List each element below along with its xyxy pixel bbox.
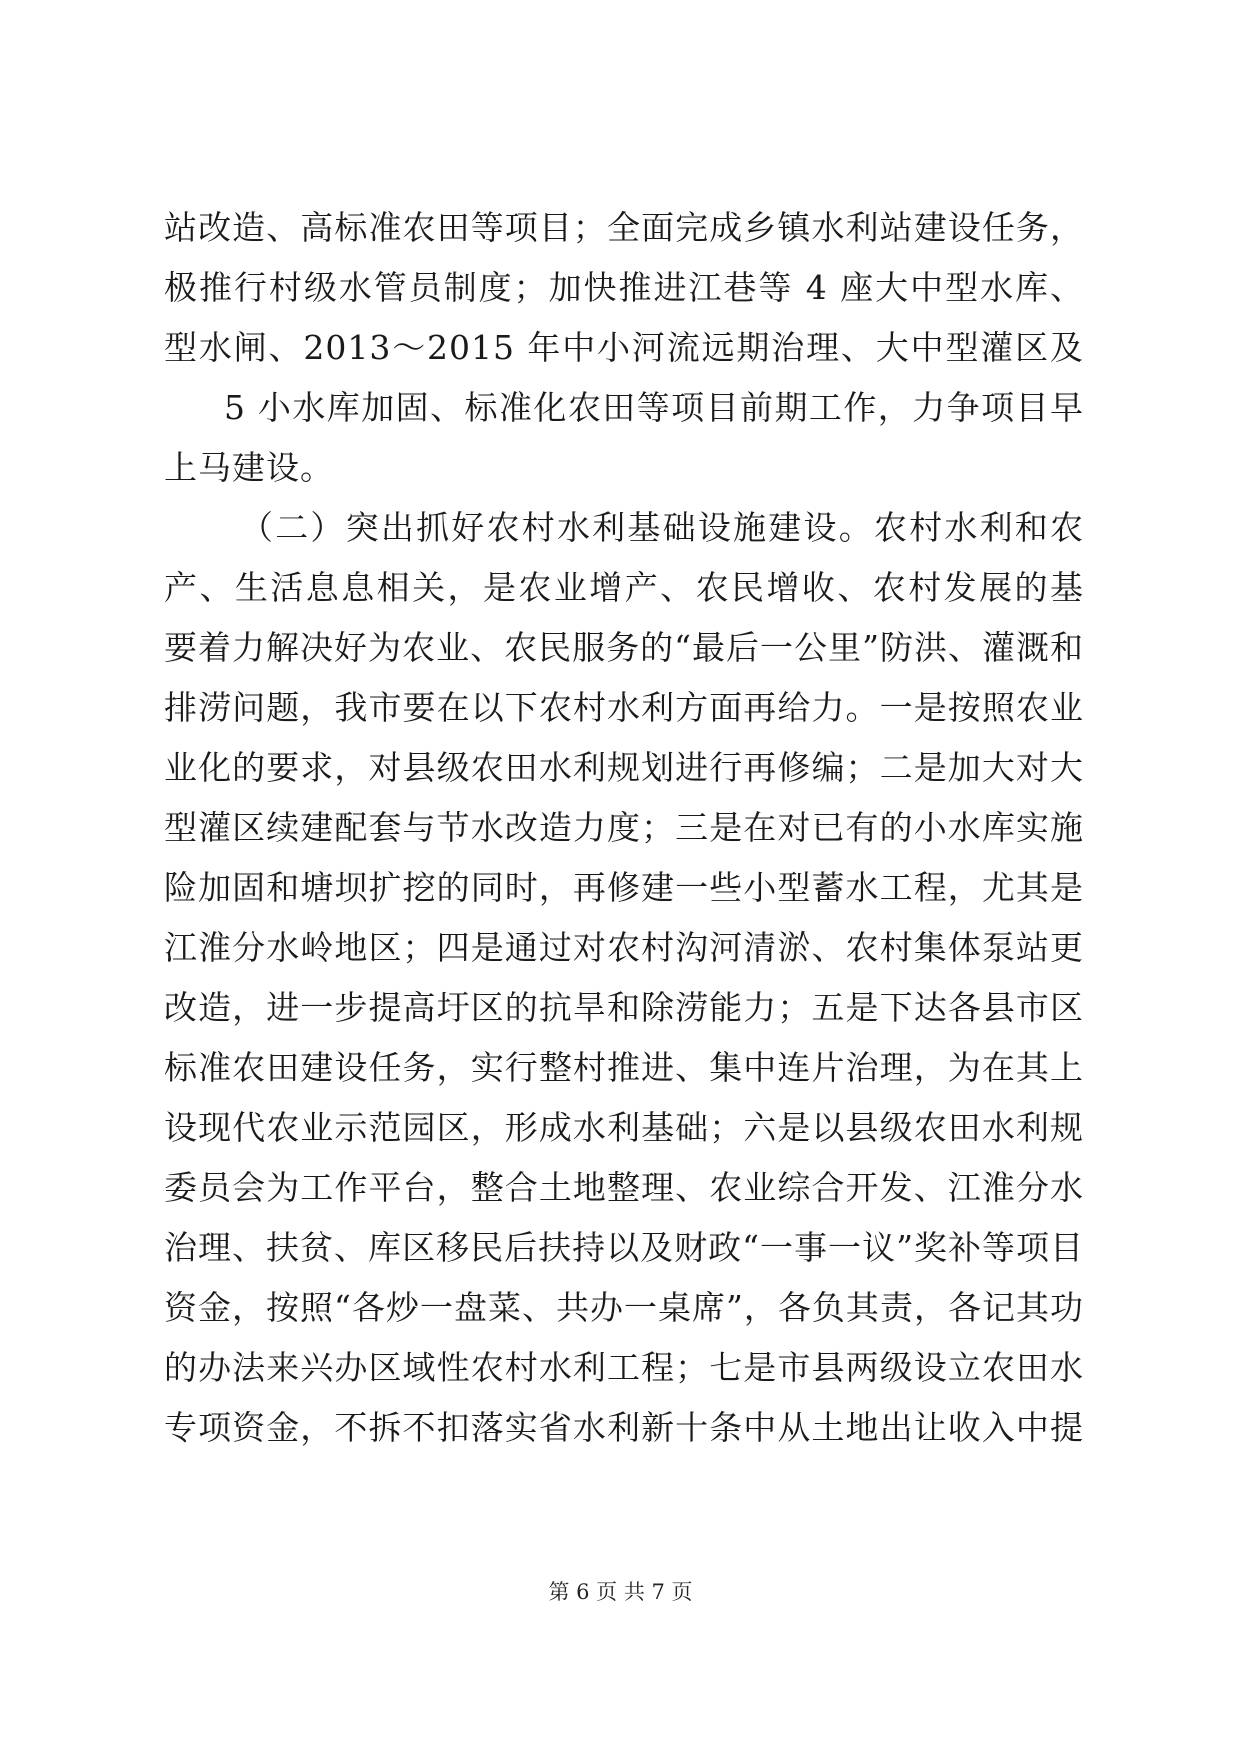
text-line: 站改造、高标准农田等项目；全面完成乡镇水利站建设任务，: [164, 208, 1084, 247]
page-number-footer: 第 6 页 共 7 页: [548, 1580, 693, 1604]
text-line: 的办法来兴办区域性农村水利工程；七是市县两级设立农田水: [164, 1348, 1084, 1387]
text-line: 型水闸、2013～2015 年中小河流远期治理、大中型灌区及: [164, 328, 1084, 367]
text-line: 型灌区续建配套与节水改造力度；三是在对已有的小水库实施: [164, 808, 1084, 847]
text-line: 资金，按照“各炒一盘菜、共办一桌席”，各负其责，各记其功: [164, 1288, 1084, 1327]
text-line: 设现代农业示范园区，形成水利基础；六是以县级农田水利规: [164, 1108, 1084, 1147]
text-line: 改造，进一步提高圩区的抗旱和除涝能力；五是下达各县市区: [164, 988, 1084, 1027]
text-line: 上马建设。: [164, 448, 334, 487]
text-line: 险加固和塘坝扩挖的同时，再修建一些小型蓄水工程，尤其是: [164, 868, 1084, 907]
text-line: 5 小水库加固、标准化农田等项目前期工作，力争项目早: [224, 388, 1084, 427]
text-line: 治理、扶贫、库区移民后扶持以及财政“一事一议”奖补等项目: [164, 1228, 1084, 1267]
text-line: 排涝问题，我市要在以下农村水利方面再给力。一是按照农业: [164, 688, 1084, 727]
text-line: 标准农田建设任务，实行整村推进、集中连片治理，为在其上: [164, 1048, 1084, 1087]
text-line: 极推行村级水管员制度；加快推进江巷等 4 座大中型水库、: [164, 268, 1084, 307]
text-line: 委员会为工作平台，整合土地整理、农业综合开发、江淮分水: [164, 1168, 1084, 1207]
text-line: 要着力解决好为农业、农民服务的“最后一公里”防洪、灌溉和: [164, 628, 1084, 667]
text-line: 江淮分水岭地区；四是通过对农村沟河清淤、农村集体泵站更: [164, 928, 1084, 967]
paragraph-heading-line: （二）突出抓好农村水利基础设施建设。农村水利和农: [240, 508, 1084, 547]
text-line: 专项资金，不拆不扣落实省水利新十条中从土地出让收入中提: [164, 1408, 1084, 1447]
text-line: 产、生活息息相关，是农业增产、农民增收、农村发展的基: [164, 568, 1084, 607]
text-line: 业化的要求，对县级农田水利规划进行再修编；二是加大对大: [164, 748, 1084, 787]
